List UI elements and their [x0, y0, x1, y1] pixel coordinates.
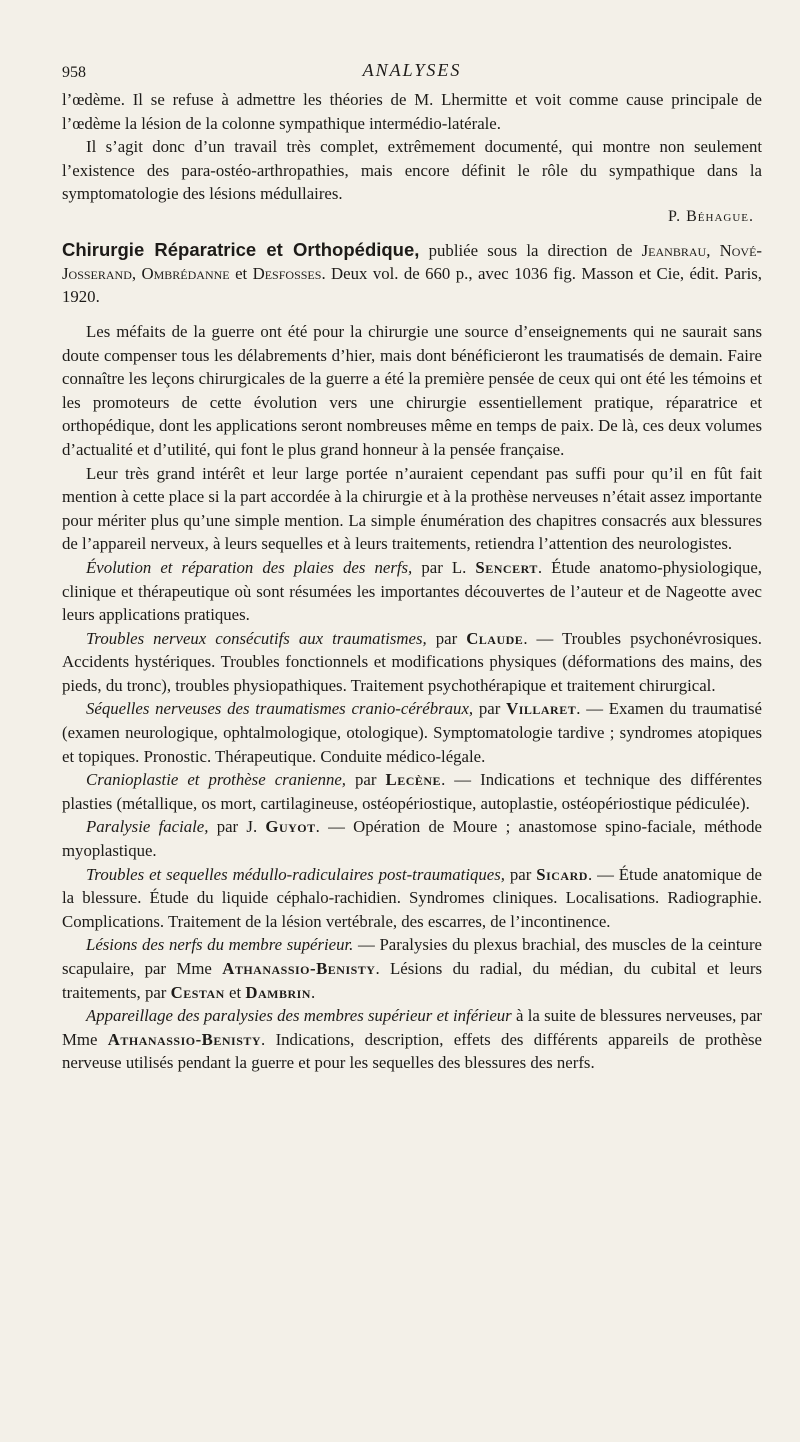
- chapter-author-3: Dambrin: [245, 982, 311, 1002]
- chapter-author: Athanassio-Benisty: [222, 959, 376, 978]
- chapter-by: — Paralysies du plexus brachial, des muscles de la ceinture scapulaire, par Mme: [62, 935, 762, 978]
- chapter-title: Cranioplastie et prothèse cranienne,: [86, 770, 346, 790]
- book-editor-4: Desfosses: [252, 263, 322, 283]
- chapter-title: Évolution et réparation des plaies des nerfs,: [86, 557, 413, 577]
- book-editor-3: Ombrédanne: [141, 263, 230, 283]
- chapter-description: . Indications, description, effets des différents appareils de prothèse nerveuse utilisés pendant la guerre et pour les sequelles des blessures des nerfs.: [62, 1029, 762, 1073]
- chapter-by: par L.: [412, 557, 476, 577]
- chapter-author: Villaret: [506, 699, 577, 719]
- book-details: . Deux vol. de 660 p., avec 1036 fig. Masson et Cie, édit. Paris, 1920.: [62, 263, 762, 306]
- review1-paragraph-1: l’œdème. Il se refuse à admettre les théories de M. Lhermitte et voit comme cause principale de l’œdème la lésion de la colonne sympathique intermédio-latérale.: [62, 90, 762, 133]
- review2-paragraph-1: Les méfaits de la guerre ont été pour la chirurgie une source d’enseignements qui ne saurait sans doute compenser tous les délabrements d’hier, mais dont bénéficieront les traumatisés de demain. Faire connaître les leçons chirurgicales de la guerre a été la première pensée de ceux qui ont été les témoins et les promoteurs de cette évolution vers une chirurgie essentiellement pratique, réparatrice et orthopédique, dont les applications seront nombreuses même en temps de paix. De là, ces deux volumes d’actualité et d’utilité, qui font le plus grand honneur à la pensée française.: [62, 321, 762, 459]
- chapter-and: et: [224, 982, 246, 1002]
- chapter-entry: [62, 556, 762, 627]
- chapter-title: Troubles nerveux consécutifs aux traumatismes,: [86, 628, 427, 648]
- chapter-description: . Étude anatomo-physiologique, clinique et thérapeutique où sont résumées les importantes découvertes de l’auteur et de Nageotte avec leurs applications pratiques.: [62, 557, 762, 625]
- chapter-author-2: Cestan: [170, 982, 225, 1002]
- running-title: ANALYSES: [362, 60, 462, 80]
- chapter-title: Troubles et sequelles médullo-radiculaires post-traumatiques,: [86, 864, 505, 884]
- chapter-author: Athanassio-Benisty: [107, 1029, 262, 1049]
- book-editor-1: Jeanbrau: [641, 240, 707, 260]
- chapter-author: Lecène: [385, 770, 442, 790]
- chapter-end: .: [310, 982, 316, 1002]
- signature-initial: P.: [667, 207, 682, 225]
- chapter-entry: [62, 1004, 762, 1075]
- review1-paragraph-2: Il s’agit donc d’un travail très complet, extrêmement documenté, qui montre non seulement l’existence des para-ostéo-arthropathies, mais encore définit le rôle du sympathique dans la symptomatologie des lésions médullaires.: [62, 137, 762, 204]
- chapter-entry: [62, 933, 762, 1004]
- chapter-by: par J.: [208, 817, 266, 837]
- page-number: 958: [62, 64, 86, 81]
- chapter-entry: [62, 697, 762, 768]
- chapter-title: Lésions des nerfs du membre supérieur.: [86, 935, 354, 955]
- book-intro: publiée sous la direction de: [419, 240, 642, 260]
- chapter-by: à la suite de blessures nerveuses, par Mme: [62, 1006, 762, 1049]
- chapter-title: Paralysie faciale,: [86, 817, 209, 837]
- chapter-by: par: [473, 699, 507, 719]
- book-sep-3: et: [229, 263, 253, 283]
- signature-name: Béhague.: [686, 207, 754, 225]
- chapter-by: par: [346, 770, 386, 790]
- page: [0, 60, 800, 1442]
- review2-paragraph-2: Leur très grand intérêt et leur large portée n’auraient cependant pas suffi pour qu’il en fût fait mention à cette place si la part accordée à la chirurgie et à la prothèse nerveuses n’était assez importante pour mériter plus qu’une simple mention. La simple énumération des chapitres consacrés aux blessures de l’appareil nerveux, à leurs sequelles et à leurs traitements, retiendra l’attention des neurologistes.: [62, 463, 762, 554]
- chapter-description: . Lésions du radial, du médian, du cubital et leurs traitements, par: [62, 959, 762, 1002]
- book-title: Chirurgie Réparatrice et Orthopédique,: [62, 238, 420, 260]
- book-editor-2: Nové-Josserand: [62, 240, 762, 283]
- chapter-entry: [62, 627, 762, 698]
- chapter-entry: [62, 768, 762, 815]
- chapter-entry: [62, 863, 762, 934]
- chapter-title: Appareillage des paralysies des membres supérieur et inférieur: [86, 1006, 512, 1026]
- review1-signature: [62, 208, 754, 226]
- chapter-author: Claude: [466, 628, 524, 648]
- chapter-by: par: [426, 628, 467, 648]
- page-header: [62, 60, 762, 88]
- chapter-description: . — Étude anatomique de la blessure. Étude du liquide céphalo-rachidien. Syndromes cliniques. Localisations. Radiographie. Complications. Traitement de la lésion vertébrale, des escarres, de l’incontinence.: [62, 864, 762, 931]
- chapter-description: . — Opération de Moure ; anastomose spino-faciale, méthode myoplastique.: [62, 817, 763, 861]
- book-sep-1: ,: [706, 240, 720, 260]
- chapter-author: Sicard: [536, 864, 588, 884]
- chapter-entry: [62, 815, 762, 862]
- chapter-title: Séquelles nerveuses des traumatismes cranio-cérébraux,: [86, 699, 474, 719]
- book-reference: [62, 238, 762, 308]
- chapter-description: . — Examen du traumatisé (examen neurologique, ophtalmologique, otologique). Symptomatologie tardive ; syndromes atopiques et topiques. Pronostic. Thérapeutique. Conduite médico-légale.: [62, 699, 762, 766]
- book-sep-2: ,: [131, 263, 142, 283]
- chapter-by: par: [504, 864, 537, 884]
- chapter-description: . — Indications et technique des différentes plasties (métallique, os mort, cartilagineuse, ostéopériostique, autoplastie, ostéopériostique pédiculée).: [62, 770, 762, 813]
- chapter-author: Sencert: [475, 557, 538, 577]
- chapter-description: . — Troubles psychonévrosiques. Accidents hystériques. Troubles fonctionnels et modifications physiques (déformations des mains, des pieds, du tronc), troubles physiopathiques. Traitement psychothérapique et traitement chirurgical.: [62, 628, 762, 695]
- chapter-author: Guyot: [265, 817, 316, 837]
